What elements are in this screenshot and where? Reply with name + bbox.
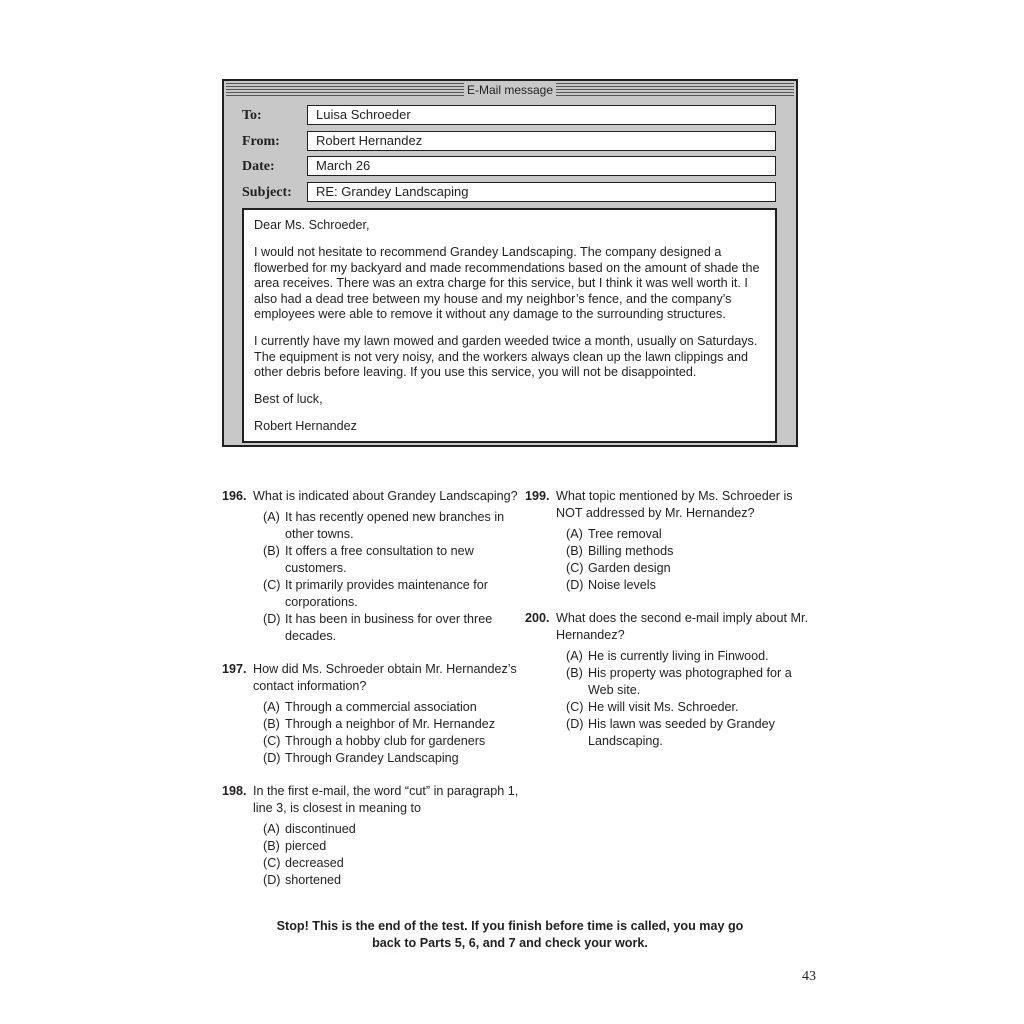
option-text: It primarily provides maintenance for corporations. <box>285 578 488 609</box>
option-label: (C) <box>566 561 584 575</box>
answer-option <box>556 648 815 665</box>
option-label: (D) <box>263 751 281 765</box>
option-text: His property was photographed for a Web site. <box>588 666 792 697</box>
option-label: (D) <box>263 612 281 626</box>
question-stem: What does the second e-mail imply about Mr. Hernandez? <box>556 611 808 642</box>
email-paragraph-2: I currently have my lawn mowed and garden weeded twice a month, usually on Saturdays. The equipment is not very noisy, and the workers always clean up the lawn clippings and other debris before leaving. If you use this service, you will not be disappointed. <box>254 334 758 379</box>
page-number: 43 <box>802 969 816 984</box>
option-text: Through a commercial association <box>285 700 477 714</box>
from-field: Robert Hernandez <box>307 131 776 151</box>
option-text: pierced <box>285 839 327 853</box>
email-window-title: E-Mail message <box>464 83 556 97</box>
email-body <box>242 208 777 443</box>
answer-option <box>556 577 815 594</box>
question-197 <box>222 661 522 767</box>
answer-option <box>556 560 815 577</box>
option-text: Through a neighbor of Mr. Hernandez <box>285 717 496 731</box>
answer-option <box>253 509 522 543</box>
option-text: Noise levels <box>588 578 656 592</box>
answer-option <box>253 716 522 733</box>
option-text: Garden design <box>588 561 671 575</box>
answer-option <box>253 872 522 889</box>
stop-notice-line-2: back to Parts 5, 6, and 7 and check your work. <box>372 936 648 950</box>
answer-option <box>253 838 522 855</box>
question-number: 200. <box>525 611 550 625</box>
option-label: (C) <box>263 734 281 748</box>
subject-label: Subject: <box>242 185 292 200</box>
answer-option <box>556 665 815 699</box>
option-label: (A) <box>263 822 280 836</box>
option-text: decreased <box>285 856 344 870</box>
option-text: It has recently opened new branches in other towns. <box>285 510 505 541</box>
option-label: (A) <box>263 700 280 714</box>
answer-option <box>253 543 522 577</box>
question-stem: What topic mentioned by Ms. Schroeder is NOT addressed by Mr. Hernandez? <box>556 489 793 520</box>
question-198 <box>222 783 522 889</box>
option-label: (B) <box>263 717 280 731</box>
option-label: (C) <box>263 578 281 592</box>
option-text: It offers a free consultation to new customers. <box>285 544 474 575</box>
answer-option <box>253 750 522 767</box>
option-label: (B) <box>263 839 280 853</box>
option-label: (B) <box>566 666 583 680</box>
email-title-bar <box>226 83 794 96</box>
date-field: March 26 <box>307 156 776 176</box>
stop-notice-line-1: Stop! This is the end of the test. If you finish before time is called, you may go <box>276 919 744 933</box>
option-text: It has been in business for over three decades. <box>285 612 493 643</box>
question-stem: In the first e-mail, the word “cut” in paragraph 1, line 3, is closest in meaning to <box>253 784 519 815</box>
answer-option <box>253 577 522 611</box>
option-label: (B) <box>263 544 280 558</box>
question-199 <box>525 488 815 594</box>
question-200 <box>525 610 815 750</box>
option-text: shortened <box>285 873 342 887</box>
subject-field: RE: Grandey Landscaping <box>307 182 776 202</box>
stop-notice <box>222 918 798 952</box>
answer-option <box>253 821 522 838</box>
email-greeting: Dear Ms. Schroeder, <box>254 218 370 232</box>
questions-left-column <box>222 488 522 905</box>
to-label: To: <box>242 108 262 123</box>
question-stem: What is indicated about Grandey Landscaping? <box>253 489 518 503</box>
option-text: His lawn was seeded by Grandey Landscaping. <box>588 717 775 748</box>
email-window <box>222 79 798 447</box>
answer-option <box>253 855 522 872</box>
option-text: Tree removal <box>588 527 662 541</box>
option-text: Through a hobby club for gardeners <box>285 734 486 748</box>
option-label: (C) <box>566 700 584 714</box>
question-number: 197. <box>222 662 247 676</box>
option-text: discontinued <box>285 822 356 836</box>
answer-option <box>253 733 522 750</box>
answer-option <box>253 611 522 645</box>
option-label: (A) <box>566 649 583 663</box>
option-label: (D) <box>566 578 584 592</box>
option-text: Through Grandey Landscaping <box>285 751 459 765</box>
answer-option <box>556 543 815 560</box>
option-label: (C) <box>263 856 281 870</box>
to-field: Luisa Schroeder <box>307 105 776 125</box>
email-paragraph-1: I would not hesitate to recommend Grandey Landscaping. The company designed a flowerbed for my backyard and made recommendations based on the amount of shade the area receives. There was an extra charge for this service, but I think it was well worth it. I also had a dead tree between my house and my neighbor’s fence, and the company’s employees were able to remove it without any damage to the surrounding structures. <box>254 245 760 321</box>
answer-option <box>556 716 815 750</box>
answer-option <box>253 699 522 716</box>
from-label: From: <box>242 134 280 149</box>
option-label: (B) <box>566 544 583 558</box>
question-196 <box>222 488 522 645</box>
email-closing: Best of luck, <box>254 392 323 406</box>
option-label: (A) <box>566 527 583 541</box>
answer-option <box>556 699 815 716</box>
questions-right-column <box>525 488 815 766</box>
question-stem: How did Ms. Schroeder obtain Mr. Hernandez’s contact information? <box>253 662 517 693</box>
option-label: (D) <box>566 717 584 731</box>
answer-option <box>556 526 815 543</box>
option-text: Billing methods <box>588 544 674 558</box>
option-text: He will visit Ms. Schroeder. <box>588 700 739 714</box>
email-signature: Robert Hernandez <box>254 419 357 433</box>
question-number: 199. <box>525 489 550 503</box>
question-number: 198. <box>222 784 247 798</box>
option-label: (D) <box>263 873 281 887</box>
date-label: Date: <box>242 159 275 174</box>
option-text: He is currently living in Finwood. <box>588 649 769 663</box>
option-label: (A) <box>263 510 280 524</box>
question-number: 196. <box>222 489 247 503</box>
